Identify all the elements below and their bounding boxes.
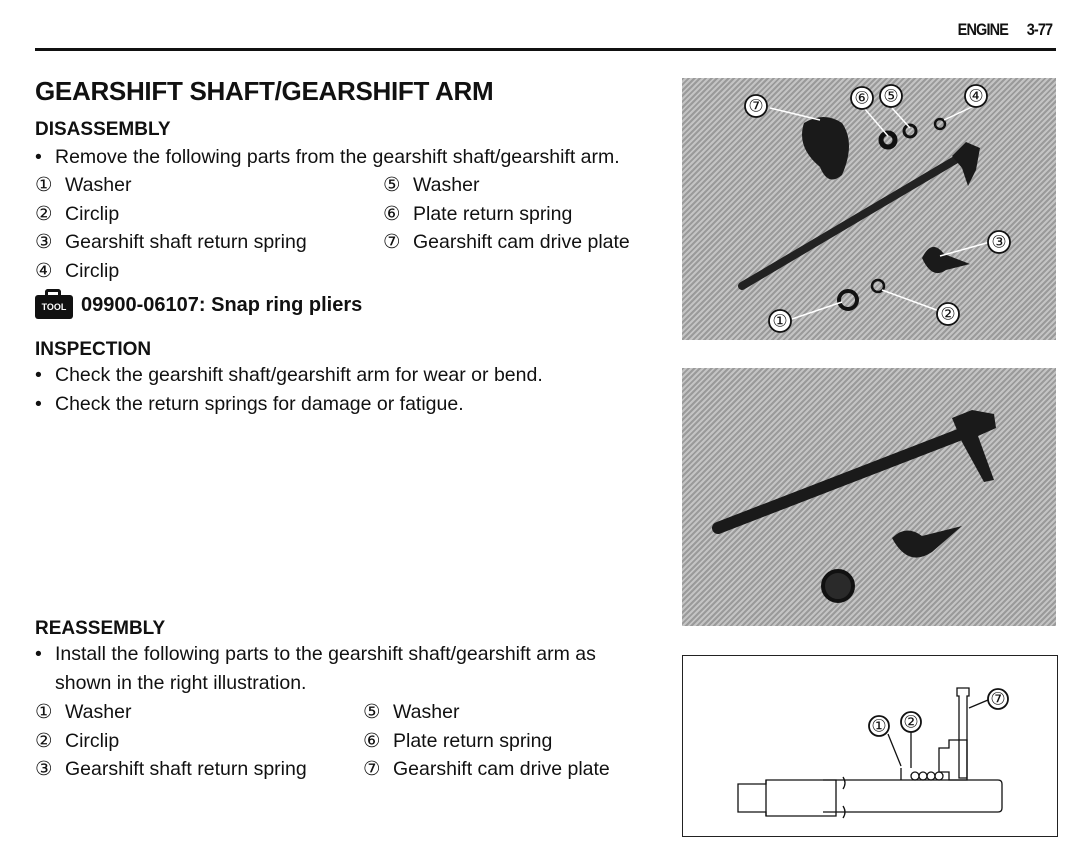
inspection-bullet: • Check the gearshift shaft/gearshift arm for wear or bend.: [35, 364, 543, 386]
part-item: ① Washer: [35, 701, 132, 723]
text-column: [35, 76, 655, 784]
header-page-number: 3-77: [1026, 20, 1052, 39]
reassembly-parts-list: [35, 698, 655, 784]
part-item: ⑦ Gearshift cam drive plate: [363, 758, 610, 780]
part-item: ⑤ Washer: [383, 174, 480, 196]
svg-text:②: ②: [903, 712, 919, 732]
tool-spec: 09900-06107: Snap ring pliers: [81, 293, 363, 316]
toolbox-icon: TOOL: [35, 295, 73, 319]
svg-text:⑤: ⑤: [883, 86, 899, 106]
reassembly-bullet: • Install the following parts to the gearshift shaft/gearshift arm as shown in the right illustration.: [35, 643, 596, 694]
part-item: ⑤ Washer: [363, 701, 460, 723]
part-item: ③ Gearshift shaft return spring: [35, 231, 307, 253]
special-tool: [35, 291, 655, 319]
header-text: [939, 20, 1052, 40]
svg-text:⑥: ⑥: [854, 88, 870, 108]
svg-text:④: ④: [968, 86, 984, 106]
header-section: ENGINE: [957, 20, 1008, 39]
part-item: ② Circlip: [35, 202, 120, 225]
disassembly-bullet: • Remove the following parts from the gearshift shaft/gearshift arm.: [35, 146, 620, 168]
part-item: ③ Gearshift shaft return spring: [35, 758, 307, 780]
svg-text:①: ①: [772, 311, 788, 331]
svg-text:①: ①: [871, 716, 887, 736]
diagram-callouts: [869, 689, 1008, 736]
part-item: ⑥ Plate return spring: [383, 202, 573, 225]
page-header: [35, 14, 1056, 51]
inspection-bullet: • Check the return springs for damage or fatigue.: [35, 393, 464, 415]
photo-assembled-shaft: [682, 368, 1056, 626]
svg-text:⑦: ⑦: [748, 96, 764, 116]
disassembly-heading: DISASSEMBLY: [35, 119, 171, 140]
reassembly-heading: REASSEMBLY: [35, 618, 166, 639]
part-item: ⑥ Plate return spring: [363, 729, 553, 752]
photo-disassembled-parts: [682, 78, 1056, 340]
svg-text:⑦: ⑦: [990, 689, 1006, 709]
parts-photo-graphic: [682, 78, 1056, 340]
inspection-heading: INSPECTION: [35, 339, 152, 360]
svg-text:②: ②: [940, 304, 956, 324]
svg-text:③: ③: [991, 232, 1007, 252]
assembly-diagram: [682, 655, 1058, 837]
page-title: GEARSHIFT SHAFT/GEARSHIFT ARM: [35, 76, 494, 106]
part-item: ① Washer: [35, 174, 132, 196]
part-item: ⑦ Gearshift cam drive plate: [383, 231, 630, 253]
part-item: ② Circlip: [35, 729, 120, 752]
disassembly-parts-list: [35, 171, 655, 285]
part-item: ④ Circlip: [35, 259, 120, 282]
shaft-photo-graphic: [682, 368, 1056, 626]
shaft-diagram-graphic: [683, 656, 1057, 836]
